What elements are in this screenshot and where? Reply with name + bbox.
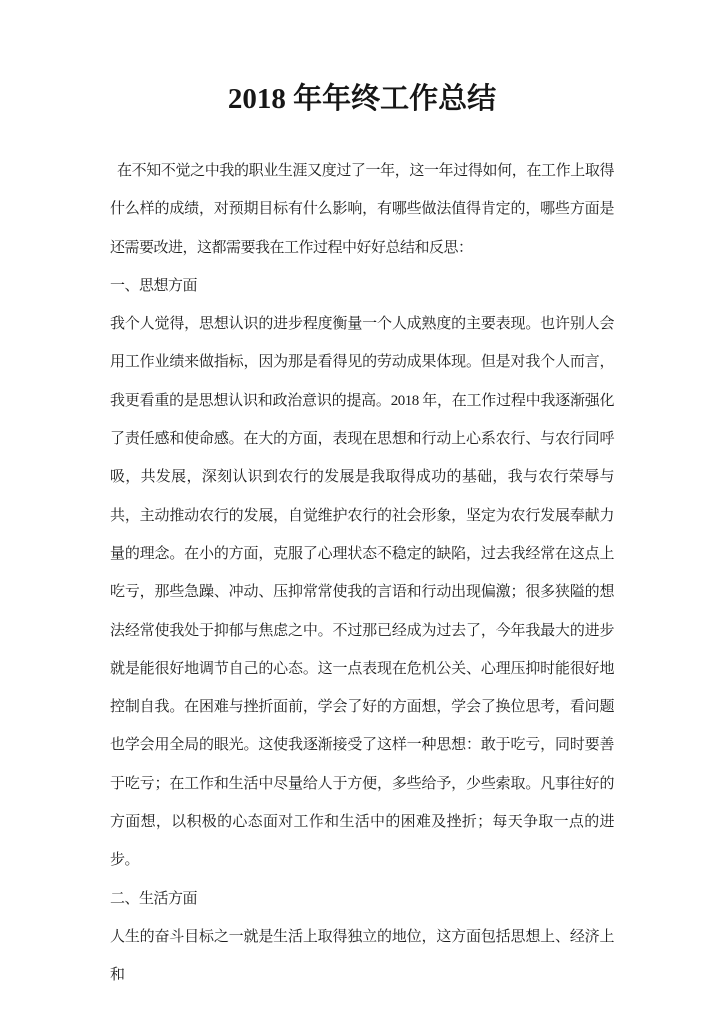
document-body: [110, 152, 614, 995]
section-heading-life: 二、生活方面: [110, 890, 198, 907]
document-title: 2018 年年终工作总结: [227, 83, 497, 115]
section-life-paragraph: 人生的奋斗目标之一就是生活上取得独立的地位，这方面包括思想上、经济上和: [110, 928, 614, 984]
section-thought-paragraph: 我个人觉得，思想认识的进步程度衡量一个人成熟度的主要表现。也许别人会用工作业绩来做指标，因为那是看得见的劳动成果体现。但是对我个人而言，我更看重的是思想认识和政治意识的提高。2018 年，在工作过程中我逐渐强化了责任感和使命感。在大的方面，表现在思想和行动上心系农行、与农行同呼吸，共发展，深刻认识到农行的发展是我取得成功的基础，我与农行荣辱与共，主动推动农行的发展，自觉维护农行的社会形象，坚定为农行发展奉献力量的理念。在小的方面，克服了心理状态不稳定的缺陷，过去我经常在这点上吃亏，那些急躁、冲动、压抑常常使我的言语和行动出现偏激；很多狭隘的想法经常使我处于抑郁与焦虑之中。不过那已经成为过去了，今年我最大的进步就是能很好地调节自己的心态。这一点表现在危机公关、心理压抑时能很好地控制自我。在困难与挫折面前，学会了好的方面想，学会了换位思考，看问题也学会用全局的眼光。这使我逐渐接受了这样一种思想：敢于吃亏，同时要善于吃亏；在工作和生活中尽量给人于方便，多些给予，少些索取。凡事往好的方面想，以积极的心态面对工作和生活中的困难及挫折；每天争取一点的进步。: [110, 316, 614, 869]
section-heading-thought: 一、思想方面: [110, 277, 198, 294]
intro-paragraph: 在不知不觉之中我的职业生涯又度过了一年，这一年过得如何，在工作上取得什么样的成绩，对预期目标有什么影响，有哪些做法值得肯定的，哪些方面是还需要改进，这都需要我在工作过程中好好总结和反思：: [110, 163, 614, 256]
